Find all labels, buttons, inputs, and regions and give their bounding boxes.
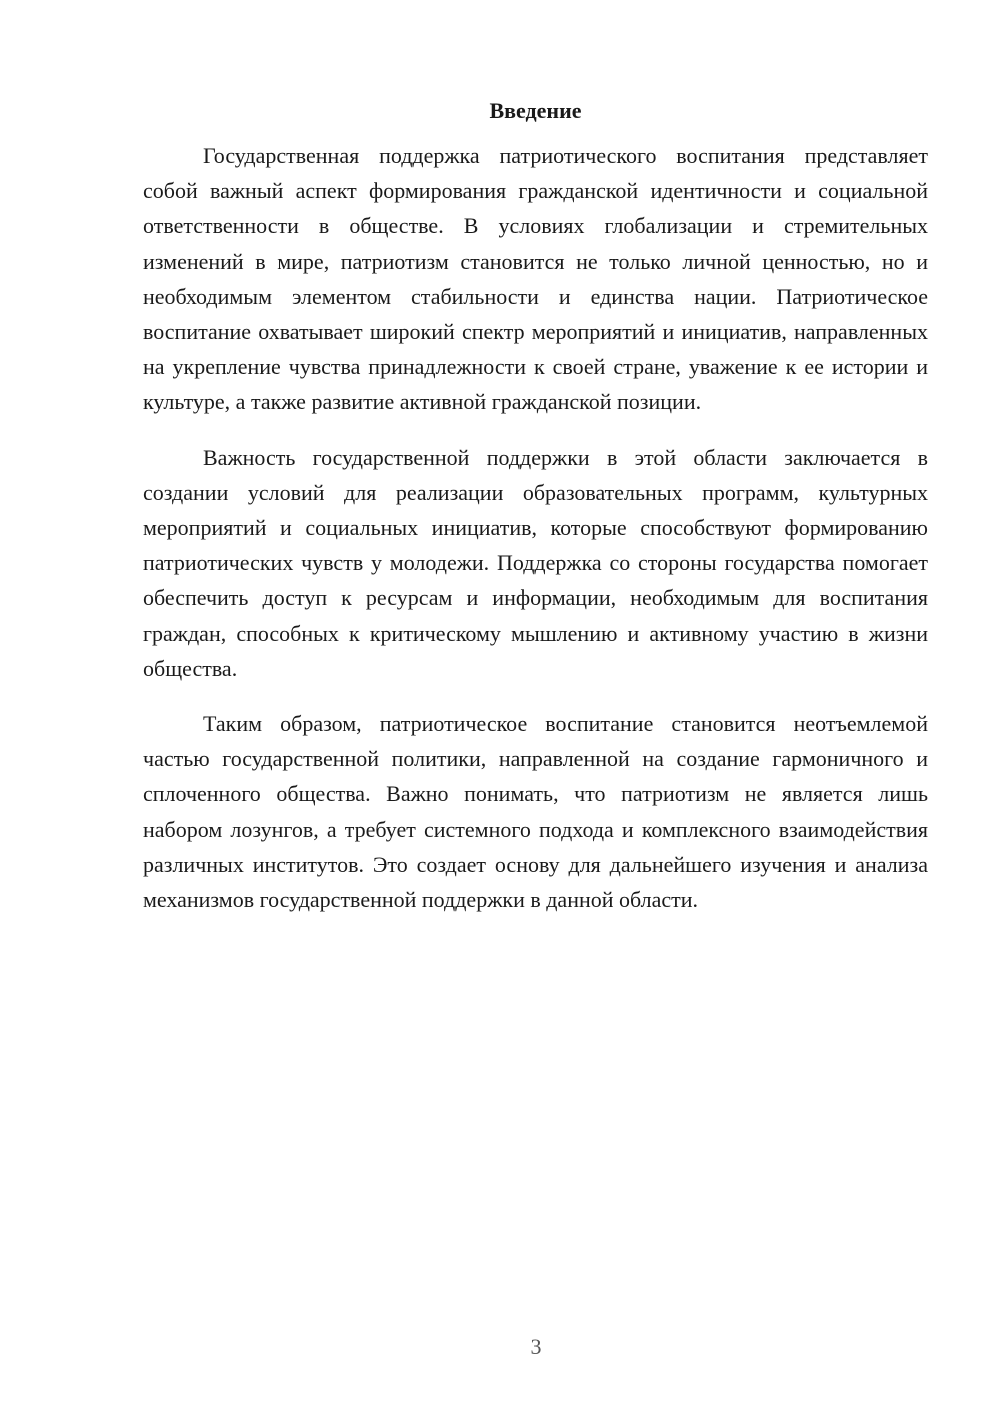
page-number: 3 (530, 1334, 542, 1359)
paragraph-2: Важность государственной поддержки в этой области заключается в создании условий для реализации образовательных программ, культурных мероприятий и социальных инициатив, которые способствуют формированию патриотических чувств у молодежи. Поддержка со стороны государства помогает обеспечить доступ к ресурсам и информации, необходимым для воспитания граждан, способных к критическому мышлению и активному участию в жизни общества. (143, 444, 928, 681)
paragraph-1: Государственная поддержка патриотического воспитания представляет собой важный аспект формирования гражданской идентичности и социальной ответственности в обществе. В условиях глобализации и стремительных изменений в мире, патриотизм становится не только личной ценностью, но и необходимым элементом стабильности и единства нации. Патриотическое воспитание охватывает широкий спектр мероприятий и инициатив, направленных на укрепление чувства принадлежности к своей стране, уважение к ее истории и культуре, а также развитие активной гражданской позиции. (143, 143, 928, 415)
page-content (143, 96, 928, 937)
paragraph-3: Таким образом, патриотическое воспитание становится неотъемлемой частью государственной политики, направленной на создание гармоничного и сплоченного общества. Важно понимать, что патриотизм не является лишь набором лозунгов, а требует системного подхода и комплексного взаимодействия различных институтов. Это создает основу для дальнейшего изучения и анализа механизмов государственной поддержки в данной области. (143, 711, 928, 913)
section-heading: Введение (489, 98, 582, 123)
